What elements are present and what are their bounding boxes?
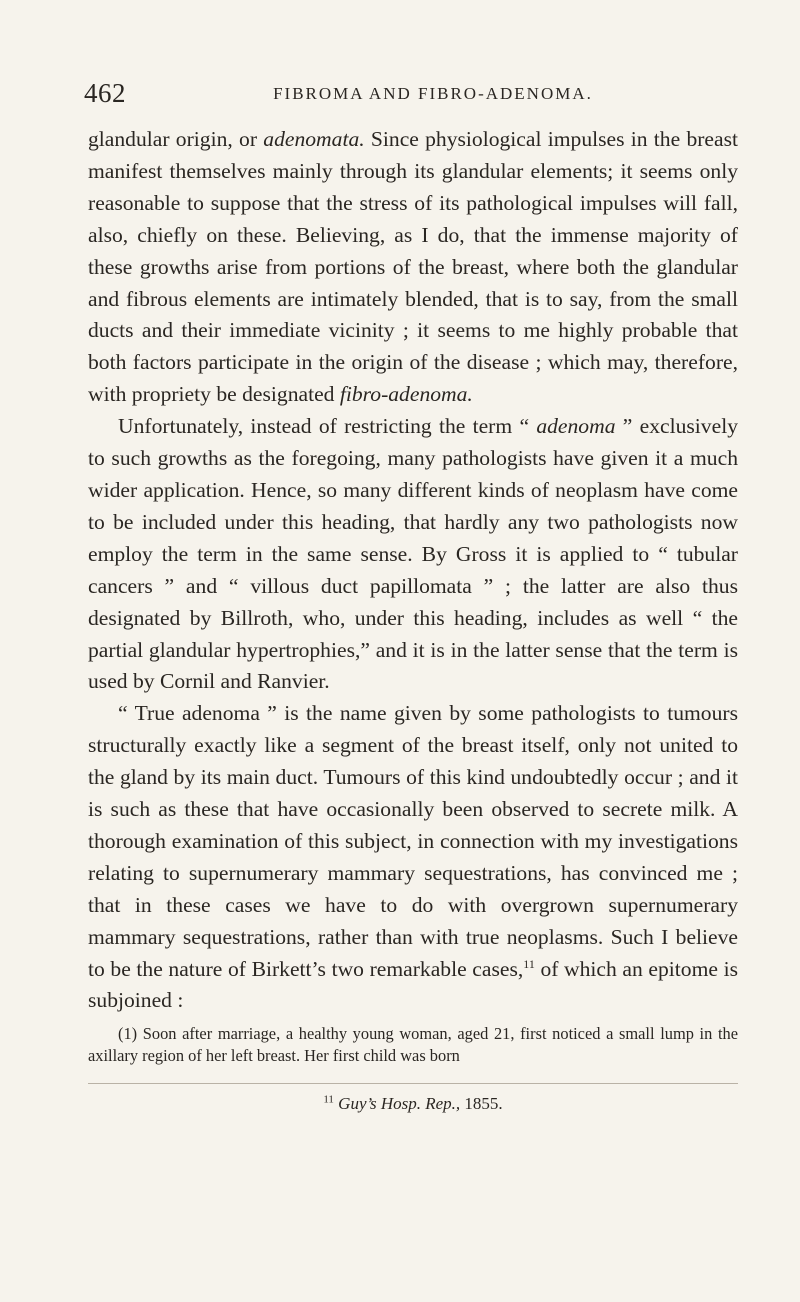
paragraph-1 [88, 124, 738, 411]
term-adenomata: adenomata. [263, 127, 365, 151]
footnote-year: 1855. [460, 1093, 503, 1113]
paragraph-1-text-b: Since physiological impulses in the breast manifest themselves mainly through its glandular elements; it seems only reasonable to suppose that the stress of its pathological impulses will fall, also, chiefly on these. Believing, as I do, that the immense majority of these growths arise from portions of the breast, where both the glandular and fibrous elements are intimately blended, that is to say, from the small ducts and their immediate vicinity ; it seems to me highly probable that both factors participate in the origin of the disease ; which may, therefore, with propriety be designated [88, 127, 738, 407]
paragraph-3-text-a: “ True adenoma ” is the name given by some pathologists to tumours structurally exactly like a segment of the breast itself, only not united to the gland by its main duct. Tumours of this kind undoubtedly occur ; and it is such as these that have occasionally been observed to secrete milk. A thorough examination of this subject, in connection with my investigations relating to supernumerary mammary sequestrations, has convinced me ; that in these cases we have to do with overgrown supernumerary mammary sequestrations, rather than with true neoplasms. Such I believe to be the nature of Birkett’s two remarkable cases, [88, 701, 738, 981]
page-header [84, 78, 738, 110]
page-number: 462 [84, 78, 126, 108]
paragraph-1-text-a: glandular origin, or [88, 127, 264, 151]
body-text [88, 124, 738, 1017]
term-adenoma: adenoma [536, 414, 616, 439]
footnote-rule [88, 1083, 738, 1084]
paragraph-2-text-b: ” exclusively to such growths as the foregoing, many pathologists have given it a much wider application. Hence, so many different kinds of neoplasm have come to be included under this heading, that hardly any two pathologists now employ the term in the same sense. By Gross it is applied to “ tubular cancers ” and “ villous duct papillomata ” ; the latter are also thus designated by Billroth, who, under this heading, includes as well “ the partial glandular hypertrophies,” and it is in the latter sense that the term is used by Cornil and Ranvier. [88, 414, 738, 694]
book-page [84, 78, 739, 1114]
footnote-source: Guy’s Hosp. Rep., [338, 1093, 461, 1113]
paragraph-3 [88, 698, 738, 1017]
term-fibro-adenoma: fibro-adenoma. [339, 382, 473, 407]
paragraph-3-text-b: of which an epitome is subjoined : [88, 956, 739, 1013]
footnote-marker: 11 [323, 1093, 334, 1106]
paragraph-2 [88, 411, 738, 698]
footnote-reference: 11 [523, 956, 535, 971]
case-one-text: (1) Soon after marriage, a healthy young woman, aged 21, first noticed a small lump in the axillary region of her left breast. Her first child was born [88, 1024, 738, 1065]
running-title: FIBROMA AND FIBRO-ADENOMA. [273, 84, 593, 103]
footnote [88, 1094, 738, 1114]
paragraph-2-text-a: Unfortunately, instead of restricting the term “ [118, 414, 537, 439]
